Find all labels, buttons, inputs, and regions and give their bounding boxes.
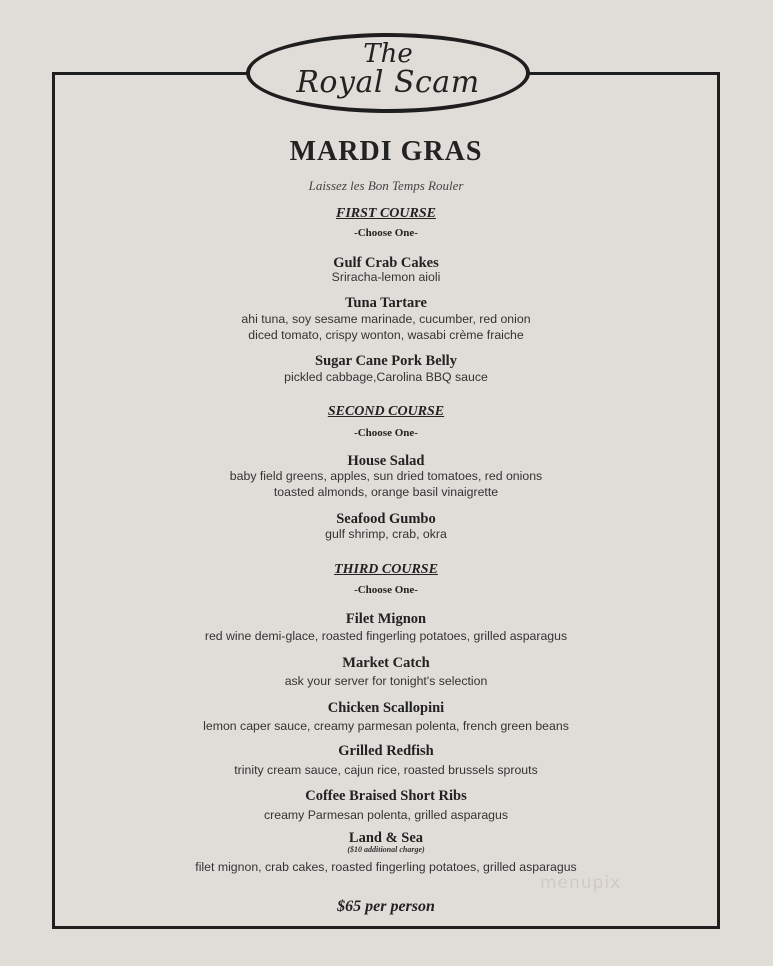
dish-desc: pickled cabbage,Carolina BBQ sauce — [284, 370, 488, 384]
restaurant-logo — [246, 33, 530, 113]
dish-desc: creamy Parmesan polenta, grilled asparagus — [263, 808, 509, 822]
dish-desc: toasted almonds, orange basil vinaigrette — [273, 485, 499, 499]
course-heading: SECOND COURSE — [327, 404, 445, 419]
course-heading: FIRST COURSE — [336, 206, 436, 221]
dish-name: Tuna Tartare — [345, 295, 427, 311]
dish-name: Gulf Crab Cakes — [333, 255, 439, 271]
course-heading: THIRD COURSE — [334, 562, 438, 577]
course-choose: -Choose One- — [354, 584, 418, 596]
dish-desc: trinity cream sauce, cajun rice, roasted brussels sprouts — [234, 763, 538, 777]
dish-desc: diced tomato, crispy wonton, wasabi crème fraiche — [248, 328, 524, 342]
watermark: menupix — [540, 873, 622, 893]
menu-tagline: Laissez les Bon Temps Rouler — [308, 178, 464, 193]
dish-name: Grilled Redfish — [338, 743, 434, 759]
dish-desc: ask your server for tonight's selection — [284, 674, 488, 688]
dish-desc: baby field greens, apples, sun dried tomatoes, red onions — [229, 469, 543, 483]
menu-price: $65 per person — [337, 898, 435, 915]
dish-name: Land & Sea — [348, 830, 424, 846]
dish-name: House Salad — [347, 453, 425, 469]
dish-desc: Sriracha-lemon aioli — [331, 270, 441, 284]
dish-desc: lemon caper sauce, creamy parmesan polenta, french green beans — [203, 719, 569, 733]
dish-name: Market Catch — [342, 655, 430, 671]
dish-name: Seafood Gumbo — [336, 511, 436, 527]
dish-name: Sugar Cane Pork Belly — [315, 353, 457, 369]
logo-the: The — [363, 39, 413, 69]
logo-name: Royal Scam — [296, 65, 480, 100]
dish-desc: gulf shrimp, crab, okra — [325, 527, 447, 541]
dish-desc: filet mignon, crab cakes, roasted fingerling potatoes, grilled asparagus — [195, 860, 577, 874]
menu-title: MARDI GRAS — [289, 136, 483, 167]
dish-name: Filet Mignon — [345, 611, 427, 627]
dish-note: ($10 additional charge) — [347, 845, 425, 854]
course-choose: -Choose One- — [354, 427, 418, 439]
dish-desc: red wine demi-glace, roasted fingerling potatoes, grilled asparagus — [204, 629, 568, 643]
course-choose: -Choose One- — [354, 227, 418, 239]
dish-name: Coffee Braised Short Ribs — [305, 788, 467, 804]
dish-name: Chicken Scallopini — [327, 700, 445, 716]
dish-desc: ahi tuna, soy sesame marinade, cucumber, red onion — [241, 312, 531, 326]
